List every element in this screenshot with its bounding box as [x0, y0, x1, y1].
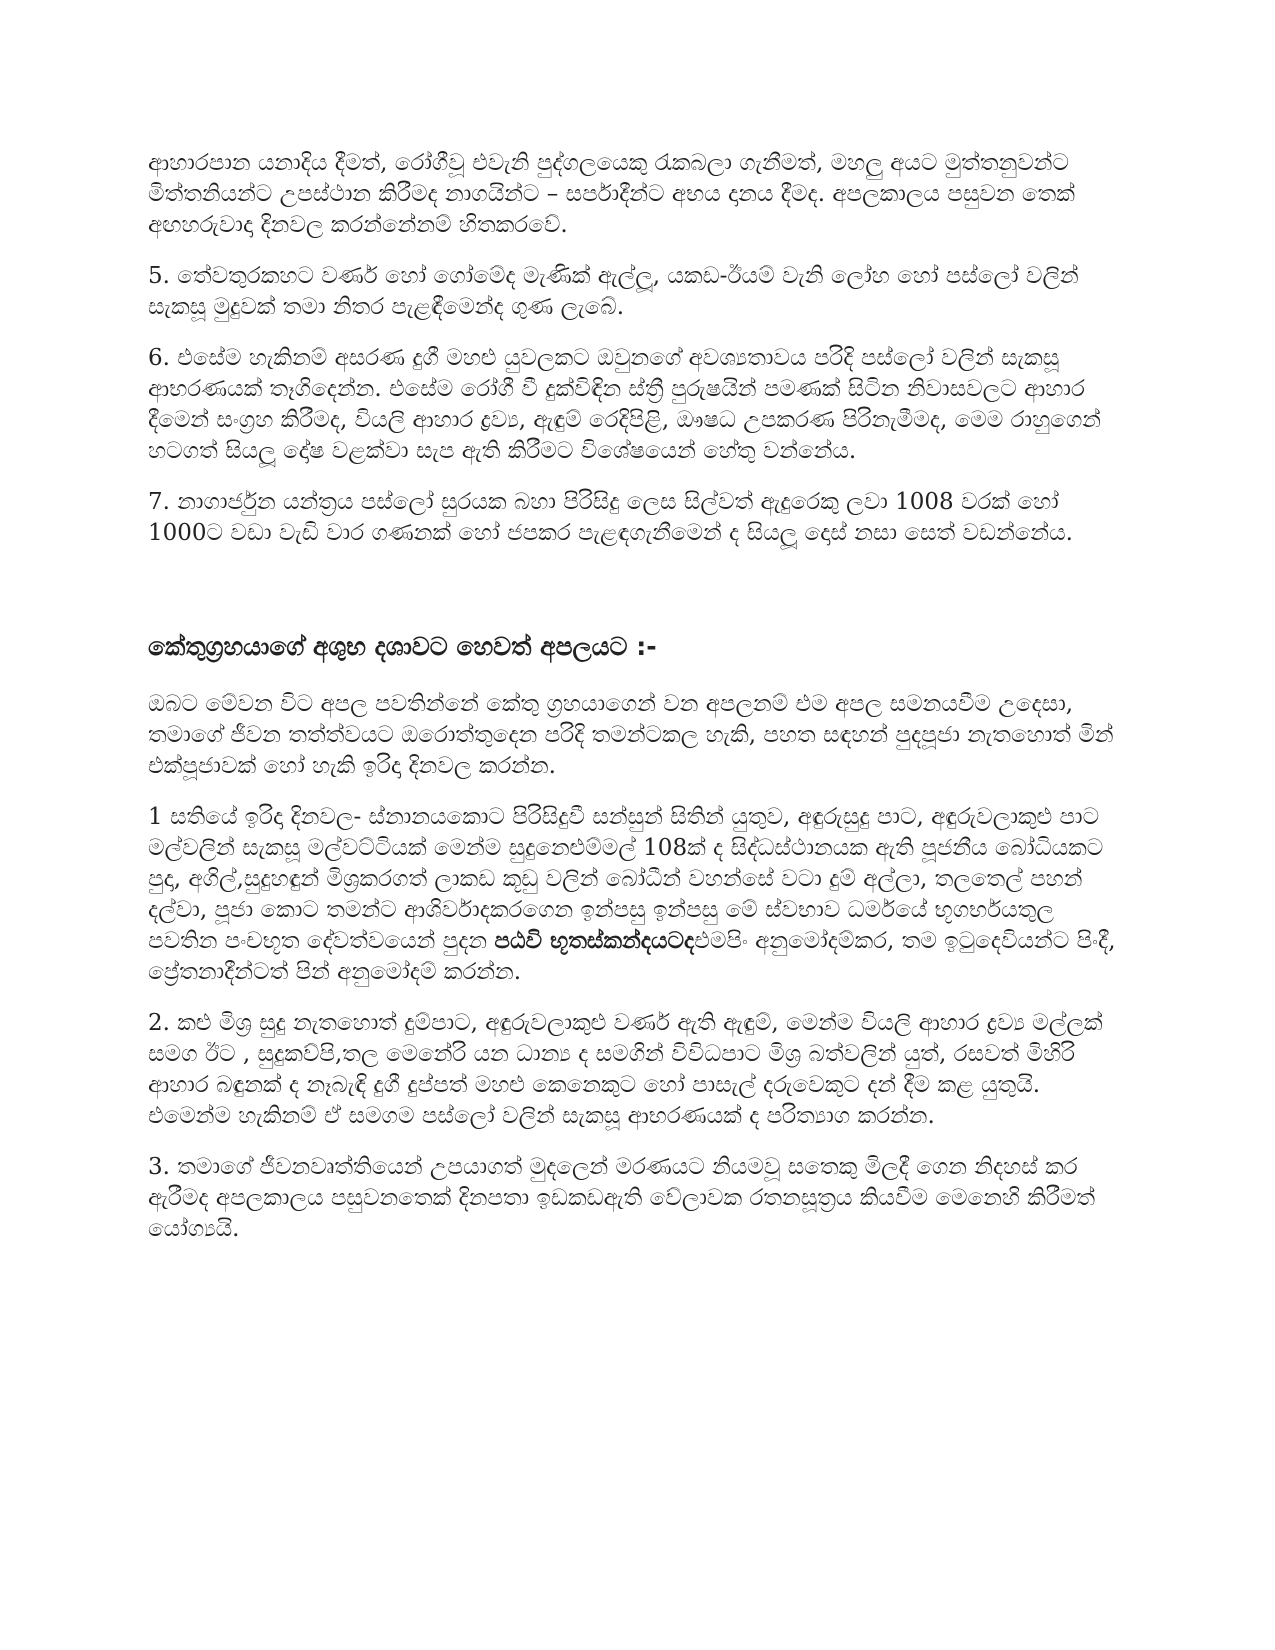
paragraph-item-5: 5. තේවතුරකහට වර්ණ හෝ ගෝමේද මැණික් ඇල්ලූ, යකඩ-ඊයම් වැනි ලෝහ හෝ පස්ලෝ වලින් සැකසූ මුදුවක් තමා නිතර පැළඳීමෙන්ද ගුණ ලැබේ. [148, 263, 1079, 320]
document-page [148, 148, 1128, 1265]
paragraph-item-6: 6. එසේම හැකිනම් අසරණ දුගී මහළු යුවලකට ඔවුනගේ අවශ්‍යතාවය පරිදි පස්ලෝ වලින් සැකසූ ආභරණයක් තෑගිදෙන්න. එසේම රෝගී වී දුක්විඳින ස්ත්‍රී පුරුෂයින් පමණක් සිටින නිවාසවලට ආහාර දීමෙන් සංග්‍රහ කිරීමද, වියලි ආහාර ද්‍රව්‍ය, ඇඳුම් රෙදිපිළි, ඖෂධ උපකරණ පිරිනැමීමද, මෙම රාහුගෙන් හටගත් සියලූ දෝෂ වළක්වා සැප ඇති කිරීමට විශේෂයෙන් හේතු වන්නේය. [148, 345, 1101, 464]
bold-term: පඨවි භූතස්කන්දයටද [494, 928, 695, 954]
paragraph-giving: ආහාරපාන යනාදිය දීමත්, රෝගීවූ එවැනි පුද්ගලයෙකු රැකබලා ගැනීමත්, මහලු අයට මුත්තනුවන්ට මිත්තනියන්ට උපස්ථාන කිරීමද නාගයින්ට – සර්පාදීන්ට අභය දානය දීමද. අපලකාලය පසුවන තෙක් අඟහරුවාදා දිනවල කරන්නේනම් හිතකරවේ. [148, 150, 1075, 238]
paragraph-intro: ඔබට මේවන විට අපල පවතින්නේ කේතු ග්‍රහයාගෙන් වන අපලනම් එම අපල සමනයවීම උදෙසා, තමාගේ ජීවන තත්ත්වයට ඔරොත්තුදෙන පරිදි තමන්ටකල හැකි, පහත සඳහන් පුදපූජා නැතහොත් මින් එක්පූජාවක් හෝ හැකි ඉරිදා දිනවල කරන්න. [148, 691, 1114, 779]
paragraph-item-3: 3. තමාගේ ජීවනවෘත්තියෙන් උපයාගත් මුදලෙන් මරණයට නියමවූ සතෙකු මිලදී ගෙන නිදහස් කර ඇරීමද අපලකාලය පසුවනතෙක් දිනපතා ඉඩකඩඇති වේලාවක රතනසූත්‍රය කියවීම මෙනෙහි කිරීමත් යෝග්‍යයි. [148, 1154, 1096, 1242]
paragraph-item-1-text-before: 1 සතියේ ඉරිදා දිනවල- ස්නානයකොට පිරිසිදුවී සන්සුන් සිතින් යුතුව, අඳුරුසුදු පාට, අඳුරුවලාකුළු පාට මල්වලින් සැකසූ මල්වට්ටියක් මෙන්ම සුදුනෙළුම්මල් 108ක් ද සිද්ධස්ථානයක ඇති පූජනීය බෝධියකට පුදා, අගිල්,සුදුහඳුන් මිශ්‍රකරගත් ලාකඩ කූඩු වලින් බෝධීන් වහන්සේ වටා දුම් අල්ලා, තලතෙල් පහන් දල්වා, පූජා කොට තමන්ට ආශිර්වාදකරගෙන ඉන්පසු ඉන්පසු මේ ස්වභාව ධර්මයේ භූගර්භයතුල පවතින පංචභූත දේවත්වයෙන් පුදන [148, 804, 1104, 954]
section-heading: කේතුග්‍රහයාගේ අශුභ දශාවට හෙවත් අපලයට :- [148, 632, 657, 661]
paragraph-item-7: 7. නාගාර්ජුන යන්ත්‍රය පස්ලෝ සුරයක බහා පිරිසිදු ලෙස සිල්වත් ඇදුරෙකු ලවා 1008 වරක් හෝ 1000ට වඩා වැඩි වාර ගණනක් හෝ ජපකර පැළඳගැනීමෙන් ද සියලූ දොස් නසා සෙත් වඩන්නේය. [148, 489, 1073, 546]
paragraph-item-2: 2. කළු මිශ්‍ර සුදු නැතහොත් දුම්පාට, අඳුරුවලාකුළු වර්ණ ඇති ඇඳුම්, මෙන්ම වියලි ආහාර ද්‍රව්‍ය මල්ලක් සමග ඊට , සුදුකව්පි,තල මෙනේරි යන ධාන්‍ය ද සමගින් විවිධපාට මිශ්‍ර බත්වලින් යුත්, රසවත් මිහිරි ආහාර බඳුනක් ද නෑබැඳි දුගී දුප්පත් මහළු කෙනෙකුට හෝ පාසැල් දරුවෙකුට දන් දීම කළ යුතුයි. එමෙන්ම හැකිනම් ඒ සමගම පස්ලෝ වලින් සැකසූ ආභරණයක් ද පරිත්‍යාග කරන්න. [148, 1010, 1103, 1129]
paragraph-item-1-text-after: එමපිං අනුමෝදම්කර, තම ඉටුදෙවියන්ට පිංදී, ප්‍රේතනාදීන්ටත් පින් අනුමෝදම් කරන්න. [148, 928, 1116, 985]
section-gap [148, 569, 1128, 631]
paragraph-item-1 [148, 802, 1128, 988]
